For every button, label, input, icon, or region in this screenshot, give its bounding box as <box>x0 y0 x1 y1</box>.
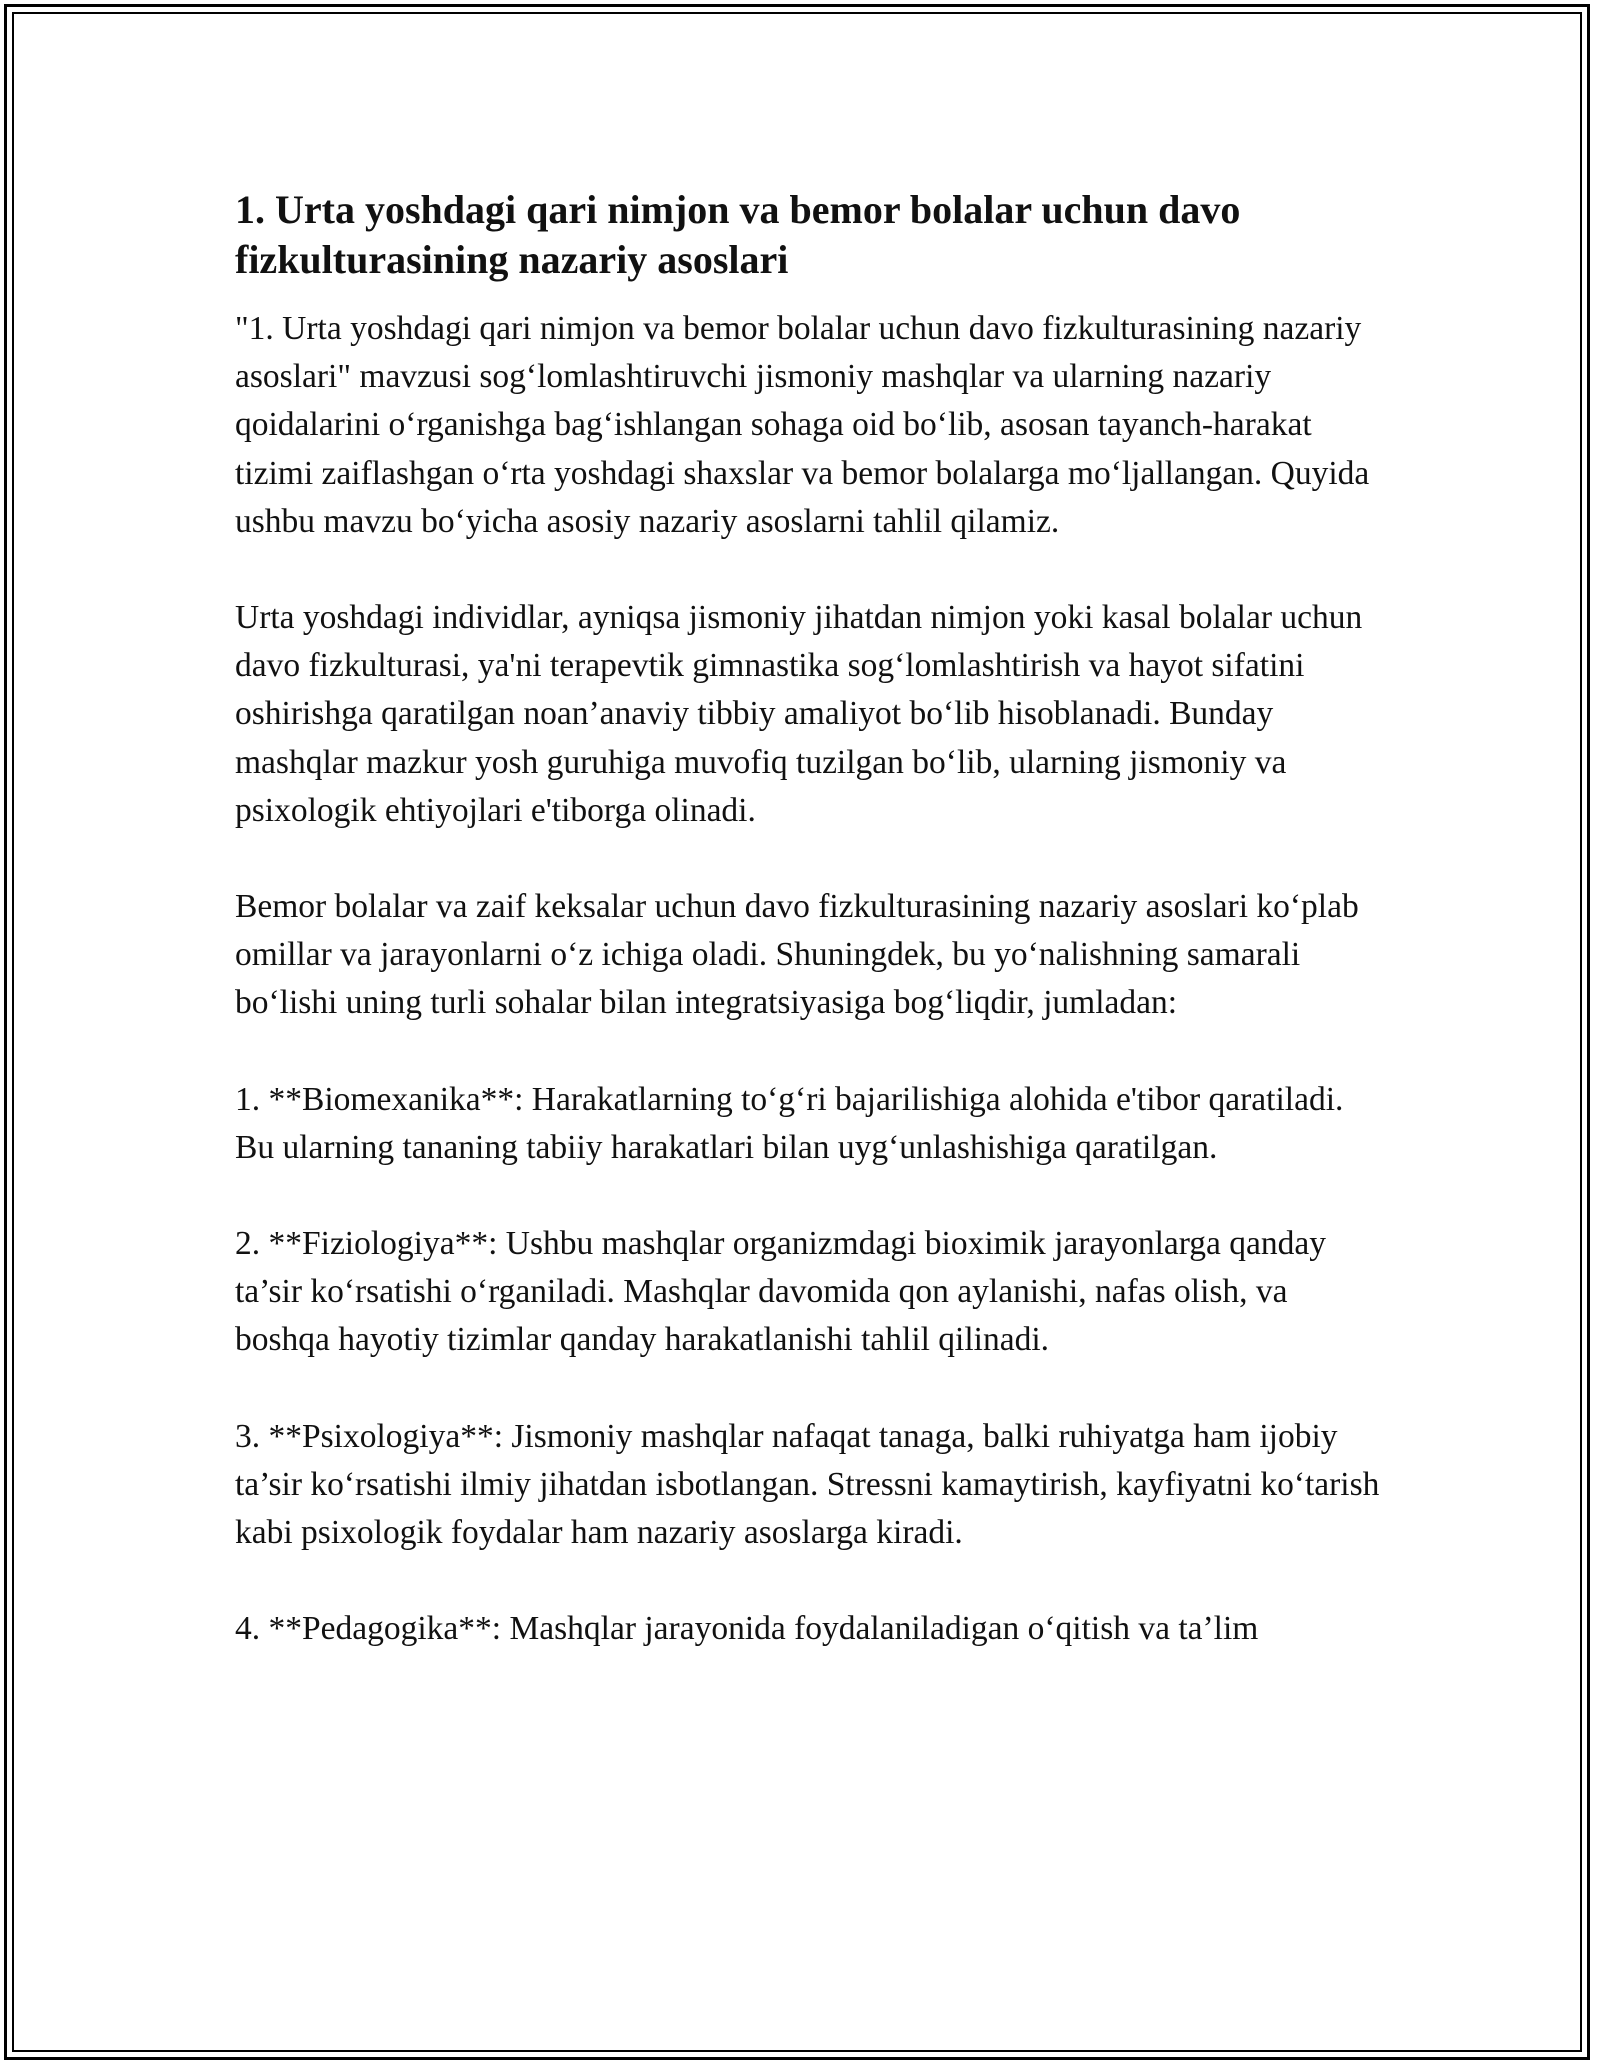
document-title: 1. Urta yoshdagi qari nimjon va bemor bolalar uchun davo fizkulturasining nazariy asoslari <box>235 187 1241 282</box>
list-item-biomechanics: 1. **Biomexanika**: Harakatlarning to‘g‘ri bajarilishiga alohida e'tibor qaratiladi. Bu ularning tananing tabiiy harakatlari bilan uyg‘unlashishiga qaratilgan. <box>235 1080 1344 1166</box>
list-item-physiology: 2. **Fiziologiya**: Ushbu mashqlar organizmdagi bioximik jarayonlarga qanday ta’sir ko‘rsatishi o‘rganiladi. Mashqlar davomida qon aylanishi, nafas olish, va boshqa hayotiy tizimlar qanday harakatlanishi tahlil qilinadi. <box>235 1225 1327 1359</box>
paragraph-foundations: Bemor bolalar va zaif keksalar uchun davo fizkulturasining nazariy asoslari ko‘plab omillar va jarayonlarni o‘z ichiga oladi. Shuningdek, bu yo‘nalishning samarali bo‘lishi uning turli sohalar bilan integratsiyasiga bog‘liqdir, jumladan: <box>235 888 1359 1022</box>
paragraph-intro: "1. Urta yoshdagi qari nimjon va bemor bolalar uchun davo fizkulturasining nazariy asoslari" mavzusi sog‘lomlashtiruvchi jismoniy mashqlar va ularning nazariy qoidalarini o‘rganishga bag‘ishlangan sohaga oid bo‘lib, asosan tayanch-harakat tizimi zaiflashgan o‘rta yoshdagi shaxslar va bemor bolalarga mo‘ljallangan. Quyida ushbu mavzu bo‘yicha asosiy nazariy asoslarni tahlil qilamiz. <box>235 310 1370 540</box>
list-item-pedagogy: 4. **Pedagogika**: Mashqlar jarayonida foydalaniladigan o‘qitish va ta’lim <box>235 1610 1259 1648</box>
paragraph-middle-aged: Urta yoshdagi individlar, ayniqsa jismoniy jihatdan nimjon yoki kasal bolalar uchun davo fizkulturasi, ya'ni terapevtik gimnastika sog‘lomlashtirish va hayot sifatini oshirishga qaratilgan noan’anaviy tibbiy amaliyot bo‘lib hisoblanadi. Bunday mashqlar mazkur yosh guruhiga muvofiq tuzilgan bo‘lib, ularning jismoniy va psixologik ehtiyojlari e'tiborga olinadi. <box>235 599 1363 829</box>
list-item-psychology: 3. **Psixologiya**: Jismoniy mashqlar nafaqat tanaga, balki ruhiyatga ham ijobiy ta’sir ko‘rsatishi ilmiy jihatdan isbotlangan. Stressni kamaytirish, kayfiyatni ko‘tarish kabi psixologik foydalar ham nazariy asoslarga kiradi. <box>235 1417 1380 1552</box>
document-body <box>235 185 1385 1701</box>
